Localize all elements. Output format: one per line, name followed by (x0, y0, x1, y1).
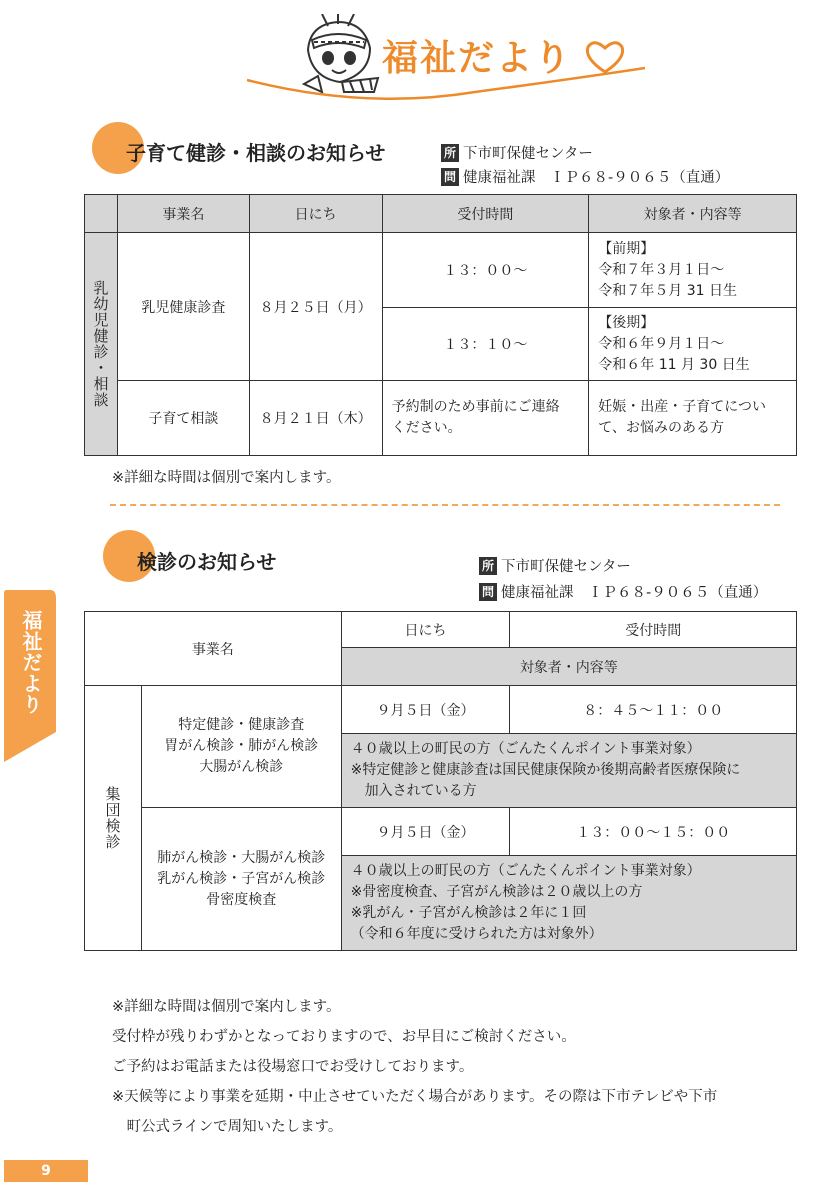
row-time (382, 381, 589, 456)
target-line: ※特定健診と健康診査は国民健康保険か後期高齢者医療保険に (350, 762, 741, 778)
row-time: １３：１０〜 (382, 308, 589, 381)
header-title: 福祉だより (382, 38, 573, 79)
section1-note: ※詳細な時間は個別で案内します。 (112, 470, 341, 486)
row-name: 子育て相談 (117, 381, 249, 456)
row-target (341, 856, 796, 951)
side-tab-label: 福祉だより (19, 610, 43, 715)
place-text: 下市町保健センター (501, 559, 631, 575)
target-line: 令和６年９月１日〜 (598, 335, 725, 352)
place-tag: 所 (441, 144, 459, 162)
target-line: 【前期】 (598, 240, 655, 257)
section-divider (110, 504, 780, 506)
note-line: 受付枠が残りわずかとなっておりますので、お早目にご検討ください。 (112, 1029, 576, 1045)
note-line: ※詳細な時間は個別で案内します。 (112, 999, 341, 1015)
page-number: 9 (4, 1160, 88, 1182)
row-name: 乳児健康診査 (117, 233, 249, 381)
header-date: 日にち (341, 612, 510, 648)
row-target (589, 233, 797, 308)
place-tag: 所 (479, 557, 497, 575)
section2-place (479, 555, 631, 576)
header-target: 対象者・内容等 (589, 195, 797, 233)
header-name: 事業名 (85, 612, 342, 686)
heart-icon (582, 38, 628, 76)
row-name (141, 808, 341, 951)
section2-contact (479, 581, 767, 602)
name-line: 胃がん検診・肺がん検診 (164, 738, 319, 754)
contact-text: 健康福祉課 ＩＰ６８-９０６５（直通） (501, 585, 768, 601)
side-tab (0, 590, 58, 762)
target-line: 令和７年３月１日〜 (598, 261, 725, 278)
group-label: 集団検診 (103, 786, 122, 850)
row-time: ８：４５〜１１：００ (510, 686, 797, 734)
header-time: 受付時間 (382, 195, 589, 233)
name-line: 骨密度検査 (206, 891, 277, 908)
target-line: ※乳がん・子宮がん検診は２年に１回 (350, 905, 587, 921)
target-line: ４０歳以上の町民の方（ごんたくんポイント事業対象） (350, 741, 701, 757)
row-date: ９月５日（金） (341, 686, 510, 734)
name-line: 肺がん検診・大腸がん検診 (157, 849, 326, 866)
header-name: 事業名 (117, 195, 249, 233)
target-line: て、お悩みのある方 (598, 420, 724, 436)
target-line: 令和６年 11 月 30 日生 (598, 356, 750, 373)
target-line: 妊娠・出産・子育てについ (598, 399, 766, 415)
name-line: 特定健診・健康診査 (178, 717, 305, 733)
group-label: 乳幼児健診・相談 (91, 280, 110, 408)
section2-title: 検診のお知らせ (137, 550, 277, 574)
row-time: １３：００〜１５：００ (510, 808, 797, 856)
note-line: ご予約はお電話または役場窓口でお受けしております。 (112, 1059, 474, 1075)
group-label-cell (85, 686, 142, 951)
target-line: ※骨密度検査、子宮がん検診は２０歳以上の方 (350, 884, 643, 900)
row-time: １３：００〜 (382, 233, 589, 308)
section2-table (84, 611, 797, 951)
target-line: 【後期】 (598, 314, 655, 331)
row-target (341, 734, 796, 808)
contact-tag: 問 (441, 168, 459, 186)
target-line: （令和６年度に受けられた方は対象外） (350, 926, 603, 942)
section1-title: 子育て健診・相談のお知らせ (126, 141, 386, 165)
time-line: 予約制のため事前にご連絡 (391, 399, 560, 415)
name-line: 乳がん検診・子宮がん検診 (157, 870, 326, 887)
header-target: 対象者・内容等 (341, 648, 796, 686)
target-line: 加入されている方 (350, 783, 477, 799)
name-line: 大腸がん検診 (199, 759, 284, 775)
row-target (589, 381, 797, 456)
header-blank (85, 195, 118, 233)
place-text: 下市町保健センター (463, 146, 593, 162)
target-line: 令和７年５月 31 日生 (598, 282, 737, 299)
group-label-cell (85, 233, 118, 456)
contact-tag: 問 (479, 583, 497, 601)
section1-contact (441, 166, 729, 187)
row-date: ８月２１日（木） (249, 381, 382, 456)
section1-table (84, 194, 797, 456)
contact-text: 健康福祉課 ＩＰ６８-９０６５（直通） (463, 170, 730, 186)
section1-place (441, 142, 593, 163)
section2-notes (112, 992, 717, 1142)
row-date: ８月２５日（月） (249, 233, 382, 381)
target-line: ４０歳以上の町民の方（ごんたくんポイント事業対象） (350, 863, 701, 879)
row-date: ９月５日（金） (341, 808, 510, 856)
time-line: ください。 (391, 420, 462, 436)
row-target (589, 308, 797, 381)
note-line: ※天候等により事業を延期・中止させていただく場合があります。その際は下市テレビや下市 (112, 1089, 718, 1105)
header-date: 日にち (249, 195, 382, 233)
note-line: 町公式ラインで周知いたします。 (112, 1119, 343, 1135)
header-time: 受付時間 (510, 612, 797, 648)
row-name (141, 686, 341, 808)
